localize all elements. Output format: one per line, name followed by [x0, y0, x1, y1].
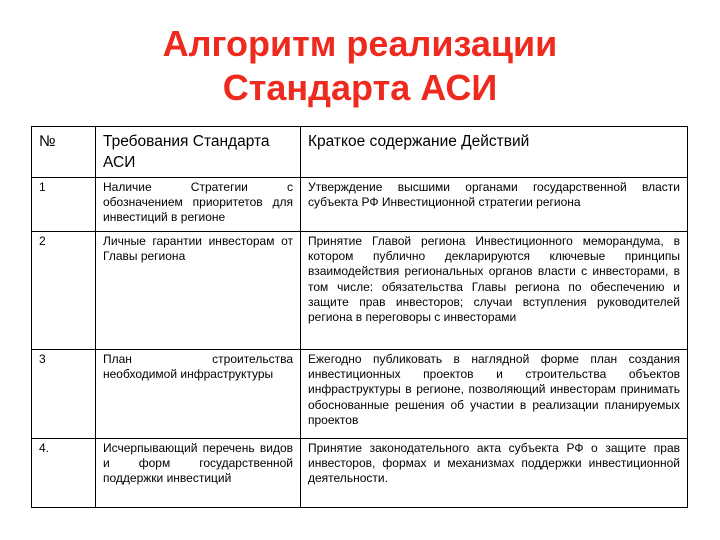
table-header-row: [32, 127, 688, 178]
row-summary: Ежегодно публиковать в наглядной форме план создания инвестиционных проектов и строительства объектов инфраструктуры в регионе, позволяющий инвесторам принимать обоснованные решения об участии в реализации планируемых проектов: [301, 350, 688, 439]
row-requirement: Наличие Стратегии с обозначением приоритетов для инвестиций в регионе: [96, 178, 301, 232]
table-row: [32, 232, 688, 350]
header-summary: Краткое содержание Действий: [301, 127, 688, 178]
row-requirement: План строительства необходимой инфраструктуры: [96, 350, 301, 439]
row-number: 2: [32, 232, 96, 350]
table-row: [32, 439, 688, 508]
row-number: 3: [32, 350, 96, 439]
title-line-1: Алгоритм реализации: [162, 23, 558, 64]
row-summary: Принятие Главой региона Инвестиционного меморандума, в котором публично декларируются ключевые принципы взаимодействия региональных органов власти с инвесторами, в том числе: обязательства Главы региона по обеспечению и защите прав инвесторов; случаи вступления руководителей региона в переговоры с инвесторами: [301, 232, 688, 350]
row-number: 4.: [32, 439, 96, 508]
header-number: №: [32, 127, 96, 178]
header-requirements: Требования Стандарта АСИ: [96, 127, 301, 178]
table-container: [31, 126, 687, 508]
row-requirement: Личные гарантии инвесторам от Главы региона: [96, 232, 301, 350]
slide-title: [0, 22, 720, 110]
table-row: [32, 350, 688, 439]
title-line-2: Стандарта АСИ: [222, 67, 498, 108]
row-summary: Утверждение высшими органами государственной власти субъекта РФ Инвестиционной стратегии региона: [301, 178, 688, 232]
row-number: 1: [32, 178, 96, 232]
row-requirement: Исчерпывающий перечень видов и форм государственной поддержки инвестиций: [96, 439, 301, 508]
row-summary: Принятие законодательного акта субъекта РФ о защите прав инвесторов, формах и механизмах поддержки инвестиционной деятельности.: [301, 439, 688, 508]
table-row: [32, 178, 688, 232]
algorithm-table: [31, 126, 688, 508]
